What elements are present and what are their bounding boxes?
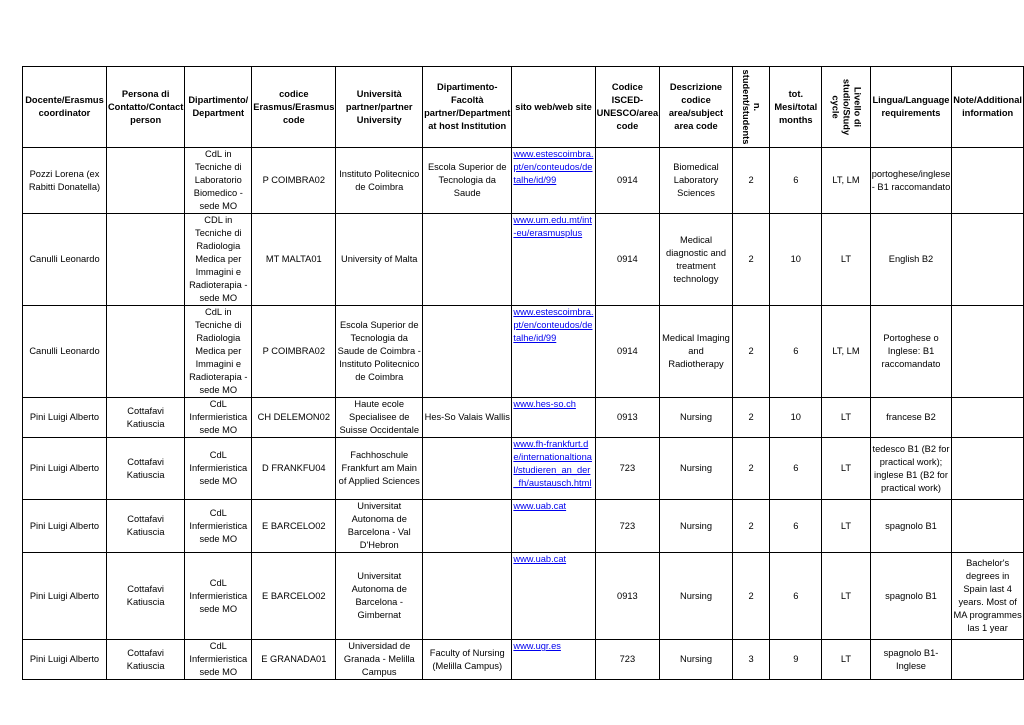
- cell-mesi: 6: [770, 306, 822, 398]
- cell-facolta: [423, 553, 512, 640]
- table-row: [23, 640, 1024, 680]
- cell-codice: E BARCELO02: [252, 500, 336, 553]
- cell-students: 2: [732, 553, 769, 640]
- header-docente: Docente/Erasmus coordinator: [23, 67, 107, 148]
- cell-sito: [512, 306, 595, 398]
- website-link[interactable]: www.um.edu.mt/int-eu/erasmusplus: [513, 215, 592, 238]
- header-livello: [822, 67, 870, 148]
- cell-dipartimento: CdL Infermieristica sede MO: [185, 438, 252, 500]
- cell-descrizione: Medical diagnostic and treatment technology: [660, 214, 733, 306]
- cell-livello: LT: [822, 640, 870, 680]
- cell-docente: Pini Luigi Alberto: [23, 398, 107, 438]
- cell-sito: [512, 500, 595, 553]
- cell-persona: Cottafavi Katiuscia: [106, 398, 184, 438]
- cell-livello: LT: [822, 214, 870, 306]
- header-lingua: Lingua/Language requirements: [870, 67, 952, 148]
- cell-students: 2: [732, 500, 769, 553]
- website-link[interactable]: www.hes-so.ch: [513, 399, 576, 409]
- website-link[interactable]: www.estescoimbra.pt/en/conteudos/detalhe/id/99: [513, 149, 594, 185]
- cell-dipartimento: CdL Infermieristica sede MO: [185, 398, 252, 438]
- cell-universita: Fachhoschule Frankfurt am Main of Applied Sciences: [336, 438, 423, 500]
- header-students-label: n. student/students: [741, 69, 763, 145]
- cell-codice: P COIMBRA02: [252, 148, 336, 214]
- table-row: [23, 438, 1024, 500]
- cell-facolta: [423, 306, 512, 398]
- header-mesi: tot. Mesi/total months: [770, 67, 822, 148]
- cell-livello: LT: [822, 438, 870, 500]
- website-link[interactable]: www.ugr.es: [513, 641, 561, 651]
- cell-note: [952, 214, 1024, 306]
- table-row: [23, 553, 1024, 640]
- cell-descrizione: Medical Imaging and Radiotherapy: [660, 306, 733, 398]
- cell-persona: [106, 306, 184, 398]
- cell-facolta: [423, 438, 512, 500]
- cell-docente: Pini Luigi Alberto: [23, 500, 107, 553]
- cell-facolta: Hes-So Valais Wallis: [423, 398, 512, 438]
- cell-isced: 723: [595, 438, 659, 500]
- cell-universita: Escola Superior de Tecnologia da Saude de Coimbra - Instituto Politecnico de Coimbra: [336, 306, 423, 398]
- cell-docente: Pini Luigi Alberto: [23, 553, 107, 640]
- header-universita: Università partner/partner University: [336, 67, 423, 148]
- cell-universita: Instituto Politecnico de Coimbra: [336, 148, 423, 214]
- cell-dipartimento: CdL in Tecniche di Laboratorio Biomedico - sede MO: [185, 148, 252, 214]
- header-isced: Codice ISCED-UNESCO/area code: [595, 67, 659, 148]
- cell-sito: [512, 398, 595, 438]
- cell-facolta: [423, 500, 512, 553]
- cell-lingua: portoghese/inglese - B1 raccomandato: [870, 148, 952, 214]
- table-row: [23, 306, 1024, 398]
- cell-codice: CH DELEMON02: [252, 398, 336, 438]
- cell-lingua: tedesco B1 (B2 for practical work); inglese B1 (B2 for practical work): [870, 438, 952, 500]
- cell-livello: LT: [822, 500, 870, 553]
- cell-lingua: Portoghese o Inglese: B1 raccomandato: [870, 306, 952, 398]
- cell-note: Bachelor's degrees in Spain last 4 years. Most of MA programmes las 1 year: [952, 553, 1024, 640]
- cell-dipartimento: CDL in Tecniche di Radiologia Medica per Immagini e Radioterapia - sede MO: [185, 214, 252, 306]
- cell-isced: 0914: [595, 214, 659, 306]
- cell-mesi: 6: [770, 148, 822, 214]
- cell-sito: [512, 148, 595, 214]
- cell-mesi: 9: [770, 640, 822, 680]
- header-dipartimento: Dipartimento/ Department: [185, 67, 252, 148]
- cell-facolta: Faculty of Nursing (Melilla Campus): [423, 640, 512, 680]
- cell-codice: D FRANKFU04: [252, 438, 336, 500]
- cell-universita: University of Malta: [336, 214, 423, 306]
- cell-persona: Cottafavi Katiuscia: [106, 553, 184, 640]
- cell-mesi: 6: [770, 553, 822, 640]
- table-row: [23, 500, 1024, 553]
- table-row: [23, 214, 1024, 306]
- cell-descrizione: Nursing: [660, 500, 733, 553]
- cell-sito: [512, 553, 595, 640]
- cell-descrizione: Biomedical Laboratory Sciences: [660, 148, 733, 214]
- cell-mesi: 6: [770, 438, 822, 500]
- cell-universita: Haute ecole Specialisee de Suisse Occidentale: [336, 398, 423, 438]
- cell-note: [952, 306, 1024, 398]
- erasmus-agreements-table: [22, 66, 1024, 680]
- cell-dipartimento: CdL in Tecniche di Radiologia Medica per Immagini e Radioterapia - sede MO: [185, 306, 252, 398]
- website-link[interactable]: www.estescoimbra.pt/en/conteudos/detalhe/id/99: [513, 307, 594, 343]
- cell-descrizione: Nursing: [660, 438, 733, 500]
- cell-descrizione: Nursing: [660, 640, 733, 680]
- cell-dipartimento: CdL Infermieristica sede MO: [185, 500, 252, 553]
- cell-dipartimento: CdL Infermieristica sede MO: [185, 640, 252, 680]
- header-note: Note/Additional information: [952, 67, 1024, 148]
- cell-lingua: English B2: [870, 214, 952, 306]
- cell-sito: [512, 214, 595, 306]
- website-link[interactable]: www.uab.cat: [513, 554, 567, 564]
- table-row: [23, 148, 1024, 214]
- cell-isced: 0913: [595, 553, 659, 640]
- cell-facolta: [423, 214, 512, 306]
- cell-students: 2: [732, 148, 769, 214]
- cell-codice: P COIMBRA02: [252, 306, 336, 398]
- website-link[interactable]: www.fh-frankfurt.de/internationaltional/studieren_an_der_fh/austausch.html: [513, 439, 592, 488]
- cell-note: [952, 398, 1024, 438]
- cell-lingua: spagnolo B1-Inglese: [870, 640, 952, 680]
- cell-persona: [106, 148, 184, 214]
- cell-isced: 0914: [595, 148, 659, 214]
- cell-isced: 723: [595, 500, 659, 553]
- cell-students: 2: [732, 306, 769, 398]
- cell-students: 3: [732, 640, 769, 680]
- cell-sito: [512, 640, 595, 680]
- header-sito: sito web/web site: [512, 67, 595, 148]
- header-students: [732, 67, 769, 148]
- cell-livello: LT, LM: [822, 306, 870, 398]
- cell-isced: 0914: [595, 306, 659, 398]
- cell-docente: Canulli Leonardo: [23, 214, 107, 306]
- cell-note: [952, 438, 1024, 500]
- cell-mesi: 10: [770, 214, 822, 306]
- cell-facolta: Escola Superior de Tecnologia da Saude: [423, 148, 512, 214]
- cell-livello: LT: [822, 553, 870, 640]
- cell-students: 2: [732, 438, 769, 500]
- cell-mesi: 6: [770, 500, 822, 553]
- cell-lingua: spagnolo B1: [870, 553, 952, 640]
- cell-lingua: francese B2: [870, 398, 952, 438]
- cell-codice: E GRANADA01: [252, 640, 336, 680]
- cell-livello: LT: [822, 398, 870, 438]
- cell-universita: Universitat Autonoma de Barcelona - Val D'Hebron: [336, 500, 423, 553]
- cell-descrizione: Nursing: [660, 553, 733, 640]
- cell-mesi: 10: [770, 398, 822, 438]
- cell-codice: E BARCELO02: [252, 553, 336, 640]
- cell-docente: Pini Luigi Alberto: [23, 438, 107, 500]
- header-livello-label: Livello di studio/Study cycle: [830, 78, 863, 136]
- cell-docente: Canulli Leonardo: [23, 306, 107, 398]
- header-codice: codice Erasmus/Erasmus code: [252, 67, 336, 148]
- cell-note: [952, 640, 1024, 680]
- header-row: [23, 67, 1024, 148]
- cell-docente: Pini Luigi Alberto: [23, 640, 107, 680]
- cell-persona: Cottafavi Katiuscia: [106, 438, 184, 500]
- header-persona: Persona di Contatto/Contact person: [106, 67, 184, 148]
- cell-persona: Cottafavi Katiuscia: [106, 500, 184, 553]
- cell-codice: MT MALTA01: [252, 214, 336, 306]
- cell-isced: 0913: [595, 398, 659, 438]
- cell-descrizione: Nursing: [660, 398, 733, 438]
- cell-note: [952, 148, 1024, 214]
- cell-isced: 723: [595, 640, 659, 680]
- table-row: [23, 398, 1024, 438]
- header-facolta: Dipartimento-Facoltà partner/Department at host Institution: [423, 67, 512, 148]
- cell-students: 2: [732, 214, 769, 306]
- cell-universita: Universitat Autonoma de Barcelona - Gimbernat: [336, 553, 423, 640]
- cell-docente: Pozzi Lorena (ex Rabitti Donatella): [23, 148, 107, 214]
- cell-students: 2: [732, 398, 769, 438]
- header-descrizione: Descrizione codice area/subject area code: [660, 67, 733, 148]
- cell-lingua: spagnolo B1: [870, 500, 952, 553]
- cell-livello: LT, LM: [822, 148, 870, 214]
- cell-sito: [512, 438, 595, 500]
- website-link[interactable]: www.uab.cat: [513, 501, 567, 511]
- cell-dipartimento: CdL Infermieristica sede MO: [185, 553, 252, 640]
- cell-universita: Universidad de Granada - Melilla Campus: [336, 640, 423, 680]
- cell-persona: [106, 214, 184, 306]
- cell-persona: Cottafavi Katiuscia: [106, 640, 184, 680]
- cell-note: [952, 500, 1024, 553]
